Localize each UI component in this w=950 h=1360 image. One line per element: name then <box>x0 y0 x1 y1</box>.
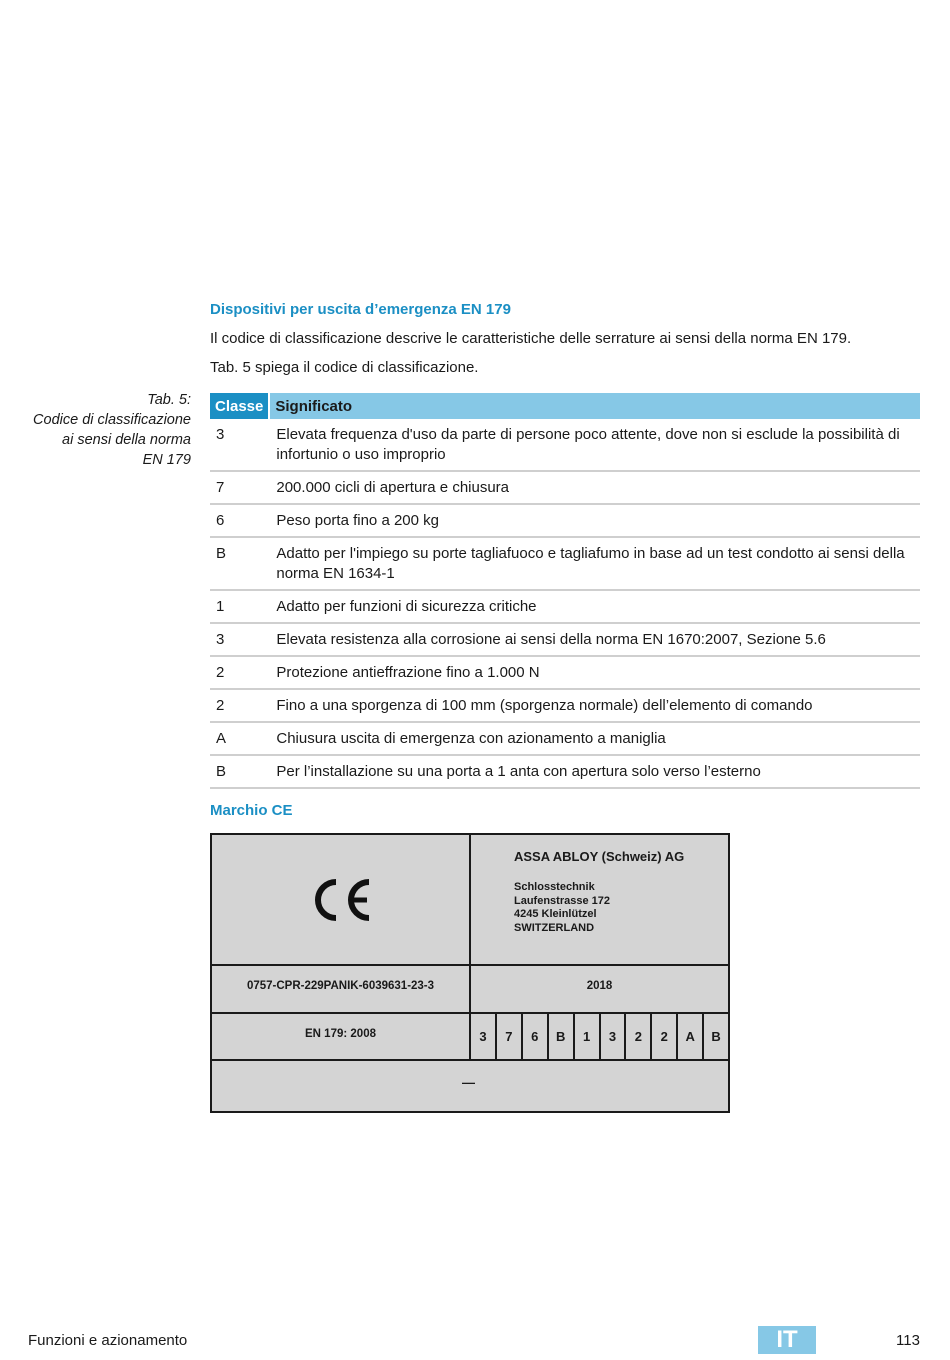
meaning-cell: Chiusura uscita di emergenza con azionamento a maniglia <box>270 723 920 756</box>
table-row <box>210 657 920 690</box>
class-cell: B <box>210 538 270 591</box>
table-row <box>210 505 920 538</box>
table-row <box>210 756 920 789</box>
caption-line: Tab. 5: <box>147 392 191 408</box>
class-cell: 3 <box>210 419 270 472</box>
meaning-cell: Elevata resistenza alla corrosione ai sensi della norma EN 1670:2007, Sezione 5.6 <box>270 624 920 657</box>
table-row <box>210 419 920 472</box>
code-digit: B <box>711 1029 721 1044</box>
address-line: Laufenstrasse 172 <box>514 894 610 907</box>
address-line: Schlosstechnik <box>514 881 595 893</box>
caption-line: ai sensi della norma <box>62 432 191 448</box>
code-digit: 7 <box>497 1014 523 1059</box>
meaning-cell: Adatto per funzioni di sicurezza critiche <box>270 591 920 624</box>
table-row <box>210 624 920 657</box>
dash-mark: — <box>462 1075 475 1090</box>
table-row <box>210 591 920 624</box>
meaning-cell: Peso porta fino a 200 kg <box>270 505 920 538</box>
meaning-cell: 200.000 cicli di apertura e chiusura <box>270 472 920 505</box>
table-row <box>210 472 920 505</box>
language-tab: IT <box>758 1326 816 1354</box>
header-classe: Classe <box>210 393 270 419</box>
code-digit: 2 <box>652 1014 678 1059</box>
ce-mark-icon <box>310 877 372 923</box>
code-digit: 6 <box>523 1014 549 1059</box>
certificate-cell <box>212 966 471 1014</box>
address-line: 4245 Kleinlützel <box>514 908 597 920</box>
code-digit: 2 <box>626 1014 652 1059</box>
table-header-row <box>210 393 920 419</box>
class-cell: A <box>210 723 270 756</box>
class-cell: 2 <box>210 657 270 690</box>
table-row <box>210 690 920 723</box>
company-address <box>514 881 610 935</box>
class-cell: 6 <box>210 505 270 538</box>
table-row <box>210 723 920 756</box>
meaning-cell: Per l’installazione su una porta a 1 anta con apertura solo verso l’esterno <box>270 756 920 789</box>
class-cell: 7 <box>210 472 270 505</box>
manufacturer-cell <box>471 835 728 966</box>
ce-mark-logo <box>310 877 372 928</box>
class-cell: 2 <box>210 690 270 723</box>
code-digit: 3 <box>471 1014 497 1059</box>
year-value: 2018 <box>586 980 613 992</box>
table-row <box>210 538 920 591</box>
intro-paragraph: Il codice di classificazione descrive le caratteristiche delle serrature ai sensi della norma EN 179. <box>210 330 852 347</box>
section-title-emergency-exit: Dispositivi per uscita d’emergenza EN 179 <box>210 301 511 318</box>
class-cell: B <box>210 756 270 789</box>
meaning-cell: Protezione antieffrazione fino a 1.000 N <box>270 657 920 690</box>
company-name: ASSA ABLOY (Schweiz) AG <box>514 849 685 864</box>
header-significato: Significato <box>270 393 920 419</box>
year-cell <box>471 966 728 1014</box>
code-digit: 1 <box>575 1014 601 1059</box>
class-cell: 1 <box>210 591 270 624</box>
table-reference-paragraph: Tab. 5 spiega il codice di classificazione. <box>210 359 479 376</box>
empty-cell <box>212 1061 728 1111</box>
address-line: SWITZERLAND <box>514 921 595 934</box>
standard-value: EN 179: 2008 <box>305 1028 376 1040</box>
footer-chapter-title: Funzioni e azionamento <box>28 1332 188 1349</box>
classification-codes <box>471 1014 728 1061</box>
ce-label <box>210 833 730 1113</box>
code-digit: 3 <box>601 1014 627 1059</box>
caption-line: EN 179 <box>142 452 191 468</box>
meaning-cell: Adatto per l'impiego su porte tagliafuoco e tagliafumo in base ad un test condotto ai sensi della norma EN 1634-1 <box>270 538 920 591</box>
code-digit: A <box>678 1014 704 1059</box>
standard-cell <box>212 1014 471 1061</box>
certificate-number: 0757-CPR-229PANIK-6039631-23-3 <box>246 980 435 992</box>
class-cell: 3 <box>210 624 270 657</box>
section-title-ce-mark: Marchio CE <box>210 802 293 819</box>
code-digit: B <box>549 1014 575 1059</box>
classification-table <box>210 393 920 789</box>
ce-logo-cell <box>212 835 471 966</box>
table-caption <box>20 390 191 470</box>
meaning-cell: Fino a una sporgenza di 100 mm (sporgenza normale) dell’elemento di comando <box>270 690 920 723</box>
page-number: 113 <box>896 1332 920 1349</box>
meaning-cell: Elevata frequenza d'uso da parte di persone poco attente, dove non si esclude la possibilità di infortunio o uso improprio <box>270 419 920 472</box>
caption-line: Codice di classificazione <box>33 412 191 428</box>
